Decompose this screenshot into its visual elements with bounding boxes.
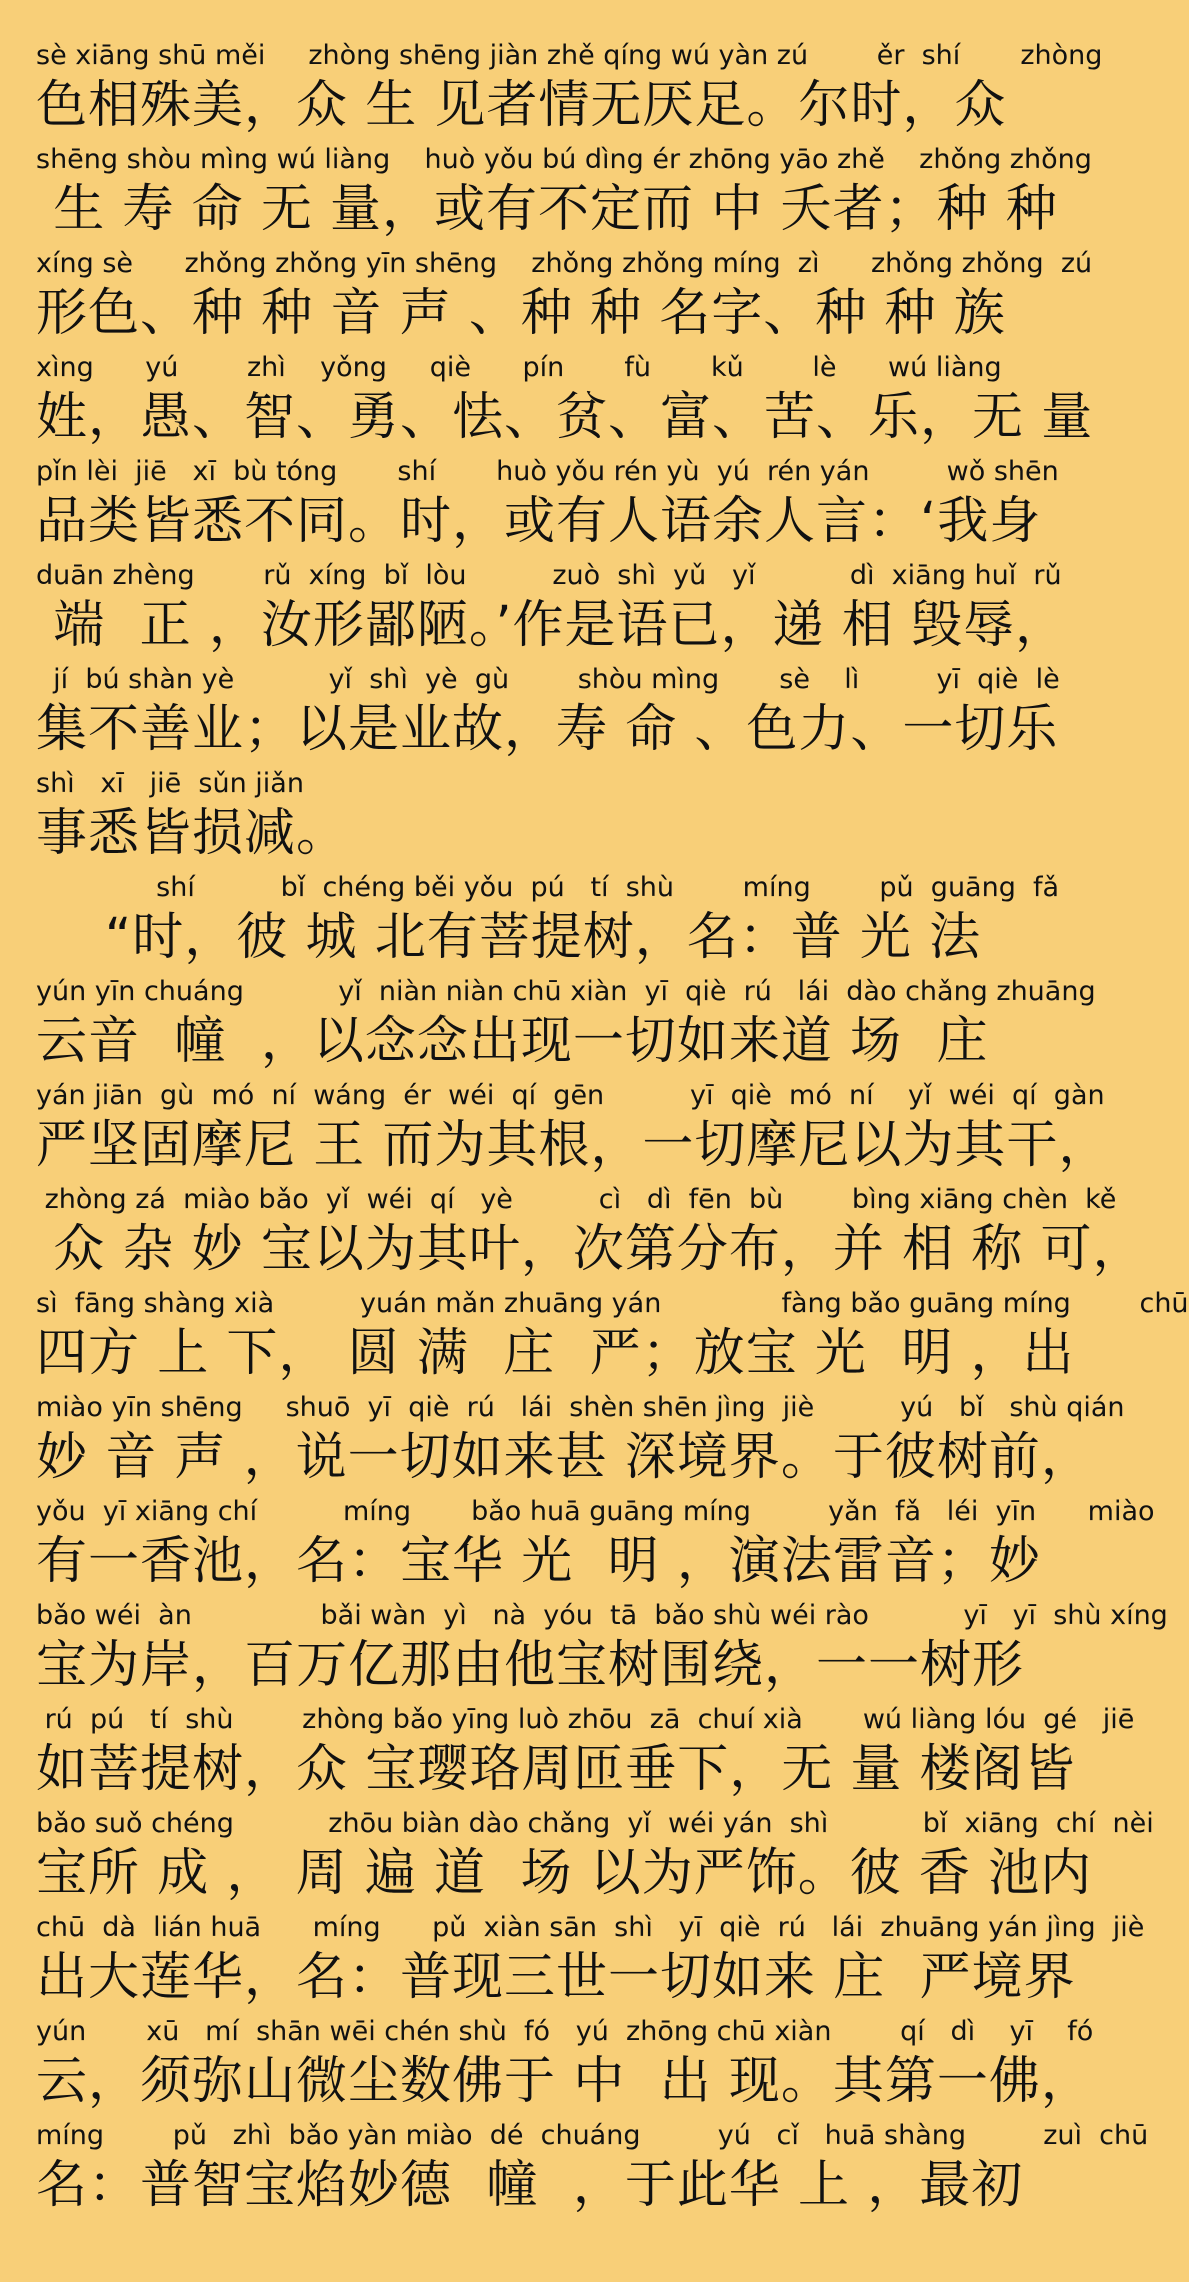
hanzi-line: 众 杂 妙 宝以为其叶，次第分布，并 相 称 可， <box>36 1220 1145 1279</box>
text-line-10 <box>36 974 1096 1078</box>
hanzi-line: 端 正 ，汝形鄙陋。’作是语已，递 相 毁辱， <box>36 596 1067 655</box>
text-line-4 <box>36 350 1094 454</box>
pinyin-line: zhòng zá miào bǎo yǐ wéi qí yè cì dì fēn bù bìng xiāng chèn kě <box>36 1184 1117 1215</box>
text-line-14 <box>36 1390 1125 1494</box>
text-line-5 <box>36 454 1059 558</box>
hanzi-line: 有一香池，名：宝华 光 明 ，演法雷音；妙 <box>36 1532 1041 1591</box>
text-line-1 <box>36 38 1103 142</box>
text-line-11 <box>36 1078 1111 1182</box>
pinyin-line: pǐn lèi jiē xī bù tóng shí huò yǒu rén yù yú rén yán wǒ shēn <box>36 456 1059 487</box>
text-line-7 <box>36 662 1060 766</box>
pinyin-line: sì fāng shàng xià yuán mǎn zhuāng yán fàng bǎo guāng míng chū <box>36 1288 1189 1319</box>
pinyin-line: xíng sè zhǒng zhǒng yīn shēng zhǒng zhǒng míng zì zhǒng zhǒng zú <box>36 248 1093 279</box>
pinyin-line: shí bǐ chéng běi yǒu pú tí shù míng pǔ guāng fǎ <box>36 872 1060 903</box>
hanzi-line: “时，彼 城 北有菩提树，名：普 光 法 <box>36 908 982 967</box>
pinyin-line: rú pú tí shù zhòng bǎo yīng luò zhōu zā chuí xià wú liàng lóu gé jiē <box>36 1704 1135 1735</box>
text-line-21 <box>36 2118 1149 2222</box>
hanzi-line: 如菩提树，众 宝璎珞周匝垂下，无 量 楼阁皆 <box>36 1740 1076 1799</box>
hanzi-line: 名：普智宝焰妙德 幢 ，于此华 上 ，最初 <box>36 2156 1024 2215</box>
pinyin-line: xìng yú zhì yǒng qiè pín fù kǔ lè wú liàng <box>36 352 1002 383</box>
hanzi-line: 出大莲华，名：普现三世一切如来 庄 严境界 <box>36 1948 1076 2007</box>
pinyin-line: sè xiāng shū měi zhòng shēng jiàn zhě qíng wú yàn zú ěr shí zhòng <box>36 40 1103 71</box>
text-line-2 <box>36 142 1092 246</box>
pinyin-line: jí bú shàn yè yǐ shì yè gù shòu mìng sè lì yī qiè lè <box>36 664 1060 695</box>
hanzi-line: 云音 幢 ，以念念出现一切如来道 场 庄 <box>36 1012 989 1071</box>
pinyin-line: yún yīn chuáng yǐ niàn niàn chū xiàn yī qiè rú lái dào chǎng zhuāng <box>36 976 1096 1007</box>
pinyin-line: chū dà lián huā míng pǔ xiàn sān shì yī qiè rú lái zhuāng yán jìng jiè <box>36 1912 1145 1943</box>
pinyin-line: bǎo suǒ chéng zhōu biàn dào chǎng yǐ wéi yán shì bǐ xiāng chí nèi <box>36 1808 1154 1839</box>
hanzi-line: 妙 音 声 ，说一切如来甚 深境界。于彼树前， <box>36 1428 1093 1487</box>
pinyin-line: shì xī jiē sǔn jiǎn <box>36 768 304 799</box>
pinyin-line: yún xū mí shān wēi chén shù fó yú zhōng chū xiàn qí dì yī fó <box>36 2016 1094 2047</box>
text-line-15 <box>36 1494 1155 1598</box>
hanzi-line: 宝所 成 ， 周 遍 道 场 以为严饰。彼 香 池内 <box>36 1844 1093 1903</box>
hanzi-line: 集不善业；以是业故，寿 命 、色力、一切乐 <box>36 700 1059 759</box>
text-line-8 <box>36 766 1044 870</box>
pinyin-line: bǎo wéi àn bǎi wàn yì nà yóu tā bǎo shù wéi rào yī yī shù xíng <box>36 1600 1168 1631</box>
text-line-6 <box>36 558 1067 662</box>
hanzi-line: 色相殊美，众 生 见者情无厌足。尔时，众 <box>36 76 1007 135</box>
hanzi-line: 宝为岸，百万亿那由他宝树围绕，一一树形 <box>36 1636 1025 1695</box>
pinyin-line: yǒu yī xiāng chí míng bǎo huā guāng míng yǎn fǎ léi yīn miào <box>36 1496 1155 1527</box>
pinyin-line: yán jiān gù mó ní wáng ér wéi qí gēn yī qiè mó ní yǐ wéi qí gàn <box>36 1080 1105 1111</box>
text-line-19 <box>36 1910 1145 2014</box>
pinyin-line: míng pǔ zhì bǎo yàn miào dé chuáng yú cǐ huā shàng zuì chū <box>36 2120 1149 2151</box>
hanzi-line: 生 寿 命 无 量，或有不定而 中 夭者；种 种 <box>36 180 1058 239</box>
text-line-16 <box>36 1598 1168 1702</box>
hanzi-line: 形色、种 种 音 声 、种 种 名字、种 种 族 <box>36 284 1006 343</box>
hanzi-line: 姓，愚、智、勇、怯、贫、富、苦、乐，无 量 <box>36 388 1094 447</box>
hanzi-line: 品类皆悉不同。时，或有人语余人言：‘我身 <box>36 492 1042 551</box>
text-line-17 <box>36 1702 1135 1806</box>
text-line-20 <box>36 2014 1094 2118</box>
text-line-12 <box>36 1182 1145 1286</box>
text-line-3 <box>36 246 1093 350</box>
text-line-18 <box>36 1806 1154 1910</box>
hanzi-line: 四方 上 下， 圆 满 庄 严；放宝 光 明 ，出 <box>36 1324 1075 1383</box>
hanzi-line: 严坚固摩尼 王 而为其根，一切摩尼以为其干， <box>36 1116 1111 1175</box>
pinyin-line: shēng shòu mìng wú liàng huò yǒu bú dìng ér zhōng yāo zhě zhǒng zhǒng <box>36 144 1092 175</box>
pinyin-line: duān zhèng rǔ xíng bǐ lòu zuò shì yǔ yǐ dì xiāng huǐ rǔ <box>36 560 1062 591</box>
text-line-13 <box>36 1286 1189 1390</box>
hanzi-line: 事悉皆损减。 <box>36 804 349 863</box>
text-line-9 <box>36 870 1060 974</box>
pinyin-line: miào yīn shēng shuō yī qiè rú lái shèn shēn jìng jiè yú bǐ shù qián <box>36 1392 1125 1423</box>
hanzi-line: 云，须弥山微尘数佛于 中 出 现。其第一佛， <box>36 2052 1093 2111</box>
